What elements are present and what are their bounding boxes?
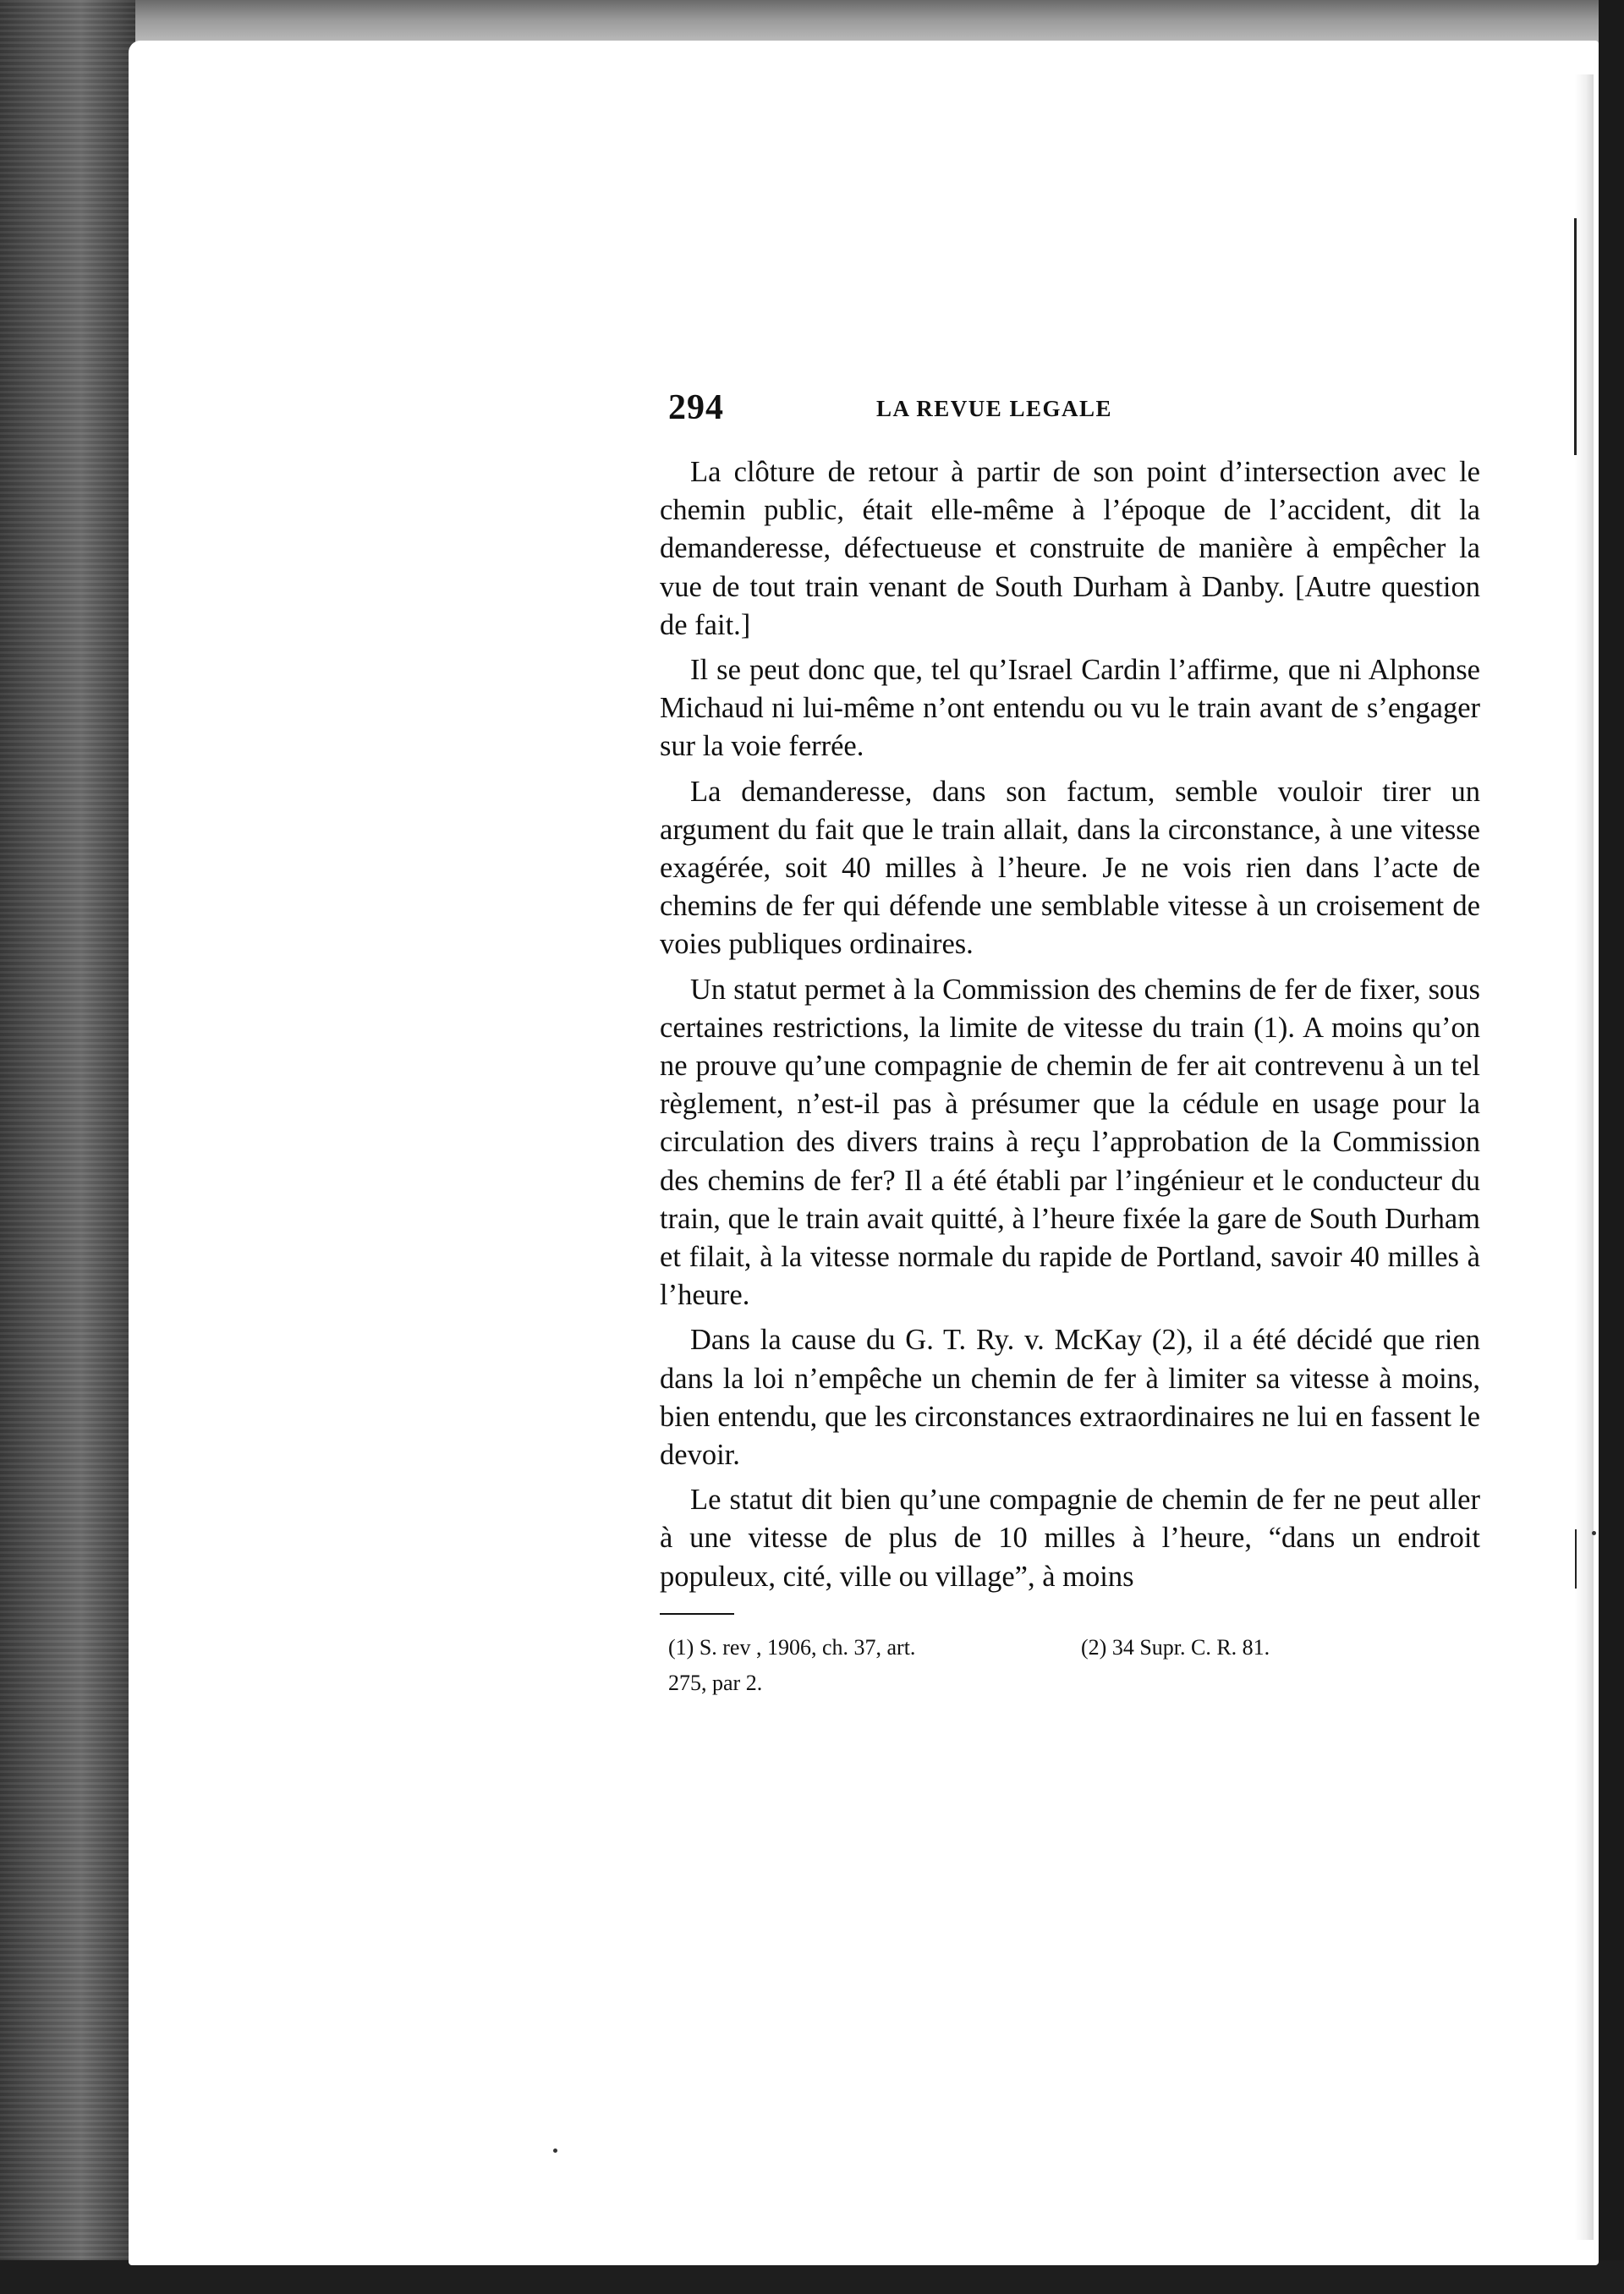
running-head xyxy=(660,387,1480,435)
scanned-page xyxy=(129,41,1599,2265)
page-content xyxy=(660,387,1480,1706)
scan-bottom-border xyxy=(0,2260,1624,2294)
footnotes xyxy=(660,1630,1480,1706)
paragraph-5: Dans la cause du G. T. Ry. v. McKay (2), il a été décidé que rien dans la loi n’empêche un chemin de fer à limiter sa vitesse à moins, bien entendu, que les circonstances extraordinaires ne lui en fassent le devoir. xyxy=(660,1324,1480,1472)
paragraph-3: La demanderesse, dans son factum, semble vouloir tirer un argument du fait que le train allait, dans la circonstance, à une vitesse exagérée, soit 40 milles à l’heure. Je ne vois rien dans l’acte de chemins de fer qui défende une semblable vitesse à un croisement de voies publiques ordinaires. xyxy=(660,775,1480,961)
page-right-edge xyxy=(1575,74,1594,2240)
footnote-rule xyxy=(660,1613,734,1615)
paragraph-6: Le statut dit bien qu’une compagnie de chemin de fer ne peut aller à une vitesse de plus de 10 milles à l’heure, “dans un endroit populeux, cité, ville ou village”, à moins xyxy=(660,1484,1480,1593)
paragraph-2: Il se peut donc que, tel qu’Israel Cardin l’affirme, que ni Alphonse Michaud ni lui-même n’ont entendu ou vu le train avant de s’engager sur la voie ferrée. xyxy=(660,654,1480,763)
scan-left-border xyxy=(0,0,135,2294)
footnote-1-line-2: 275, par 2. xyxy=(668,1670,763,1695)
speck xyxy=(553,2149,557,2153)
scan-top-border xyxy=(0,0,1624,44)
scan-right-border xyxy=(1599,0,1624,2294)
journal-title: LA REVUE LEGALE xyxy=(876,396,1113,421)
edge-shadow-mark xyxy=(1575,1529,1577,1589)
paragraph-4: Un statut permet à la Commission des chemins de fer de fixer, sous certaines restrictions, la limite de vitesse du train (1). A moins qu’on ne prouve qu’une compagnie de chemin de fer ait contrevenu à un tel règlement, n’est-il pas à présumer que la cédule en usage pour la circulation des divers trains à reçu l’approbation de la Commission des chemins de fer? Il a été établi par l’ingénieur et le conducteur du train, que le train avait quitté, à l’heure fixée la gare de South Durham et filait, à la vitesse normale du rapide de Portland, savoir 40 milles à l’heure. xyxy=(660,973,1480,1312)
edge-shadow-mark xyxy=(1574,218,1577,455)
speck xyxy=(1592,1531,1596,1535)
page-number: 294 xyxy=(668,388,724,427)
footnote-2: (2) 34 Supr. C. R. 81. xyxy=(1081,1634,1270,1660)
paragraph-1: La clôture de retour à partir de son point d’intersection avec le chemin public, était elle-même à l’époque de l’accident, dit la demanderesse, défectueuse et construite de manière à empêcher la vue de tout train venant de South Durham à Danby. [Autre question de fait.] xyxy=(660,456,1480,641)
footnote-1 xyxy=(668,1630,1057,1701)
footnote-1-line-1: (1) S. rev , 1906, ch. 37, art. xyxy=(668,1634,916,1660)
